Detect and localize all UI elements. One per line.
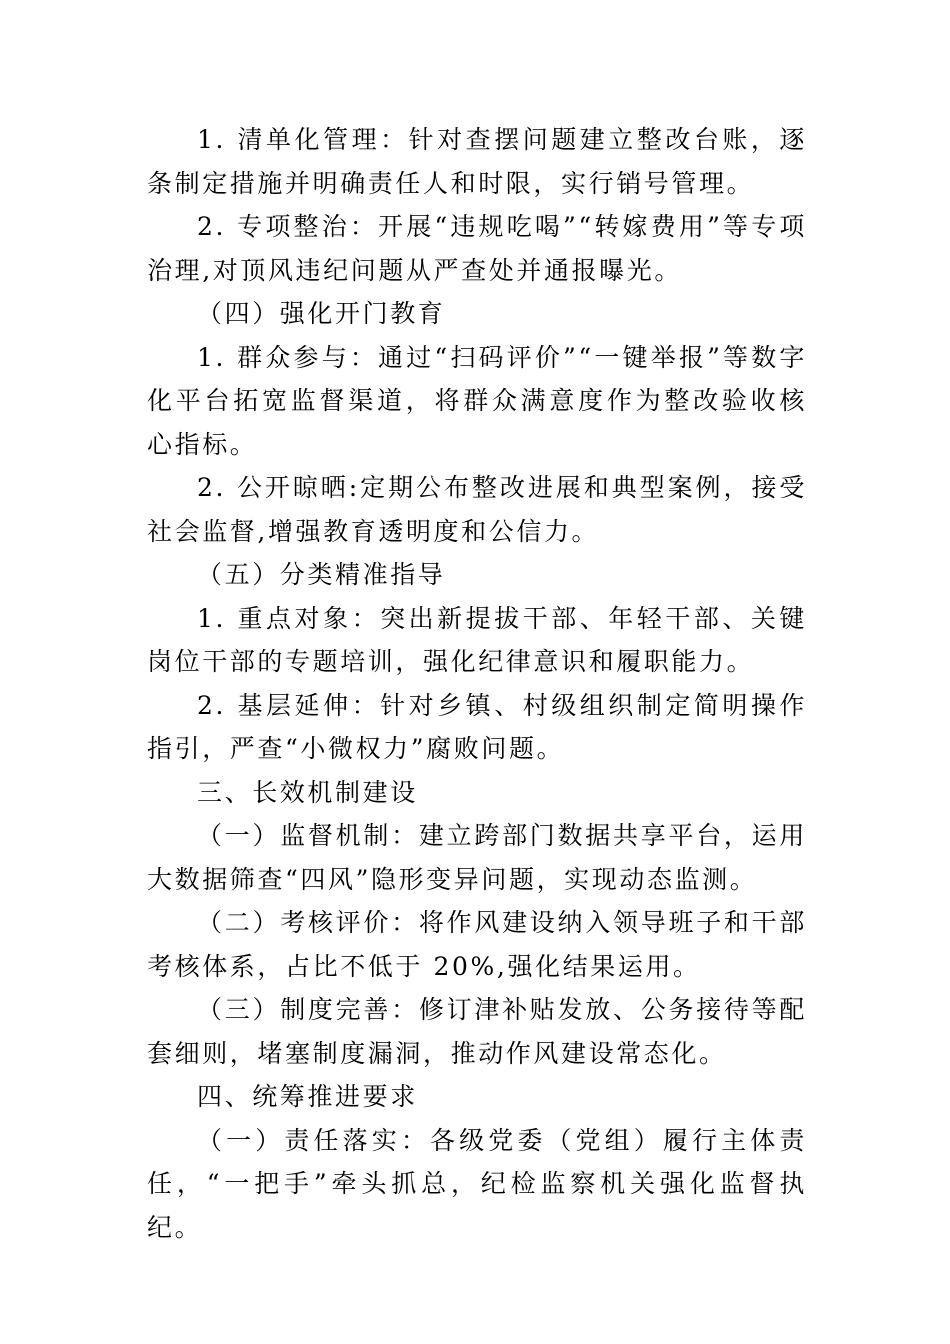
document-body [147, 118, 807, 1249]
requirement-responsibility: （一）责任落实：各级党委（党组）履行主体责任，“一把手”牵头抓总，纪检监察机关强化监督执纪。 [147, 1125, 807, 1242]
mechanism-assessment: （二）考核评价：将作风建设纳入领导班子和干部考核体系，占比不低于 20%,强化结果运用。 [147, 908, 807, 981]
mechanism-institution-improvement: （三）制度完善：修订津补贴发放、公务接待等配套细则，堵塞制度漏洞，推动作风建设常态化。 [147, 995, 807, 1068]
section-heading-classified-guidance: （五）分类精准指导 [197, 560, 446, 589]
chapter-heading-coordination-requirements: 四、统筹推进要求 [197, 1082, 418, 1111]
chapter-heading-long-term-mechanism: 三、长效机制建设 [197, 777, 418, 807]
mechanism-supervision: （一）监督机制：建立跨部门数据共享平台，运用大数据筛查“四风”隐形变异问题，实现动态监测。 [147, 821, 807, 894]
section-heading-open-education: （四）强化开门教育 [197, 299, 446, 328]
measure-checklist-management: 1. 清单化管理：针对查摆问题建立整改台账，逐条制定措施并明确责任人和时限，实行销号管理。 [147, 125, 807, 198]
measure-public-participation: 1. 群众参与：通过“扫码评价”“一键举报”等数字化平台拓宽监督渠道，将群众满意度作为整改验收核心指标。 [147, 342, 807, 459]
measure-key-targets: 1. 重点对象：突出新提拔干部、年轻干部、关键岗位干部的专题培训，强化纪律意识和履职能力。 [147, 603, 807, 676]
measure-special-rectification: 2. 专项整治：开展“违规吃喝”“转嫁费用”等专项治理,对顶风违纪问题从严查处并通报曝光。 [147, 212, 807, 285]
measure-grassroots-extension: 2. 基层延伸：针对乡镇、村级组织制定简明操作指引，严查“小微权力”腐败问题。 [147, 690, 807, 763]
measure-public-disclosure: 2. 公开晾晒:定期公布整改进展和典型案例，接受社会监督,增强教育透明度和公信力。 [147, 473, 807, 546]
